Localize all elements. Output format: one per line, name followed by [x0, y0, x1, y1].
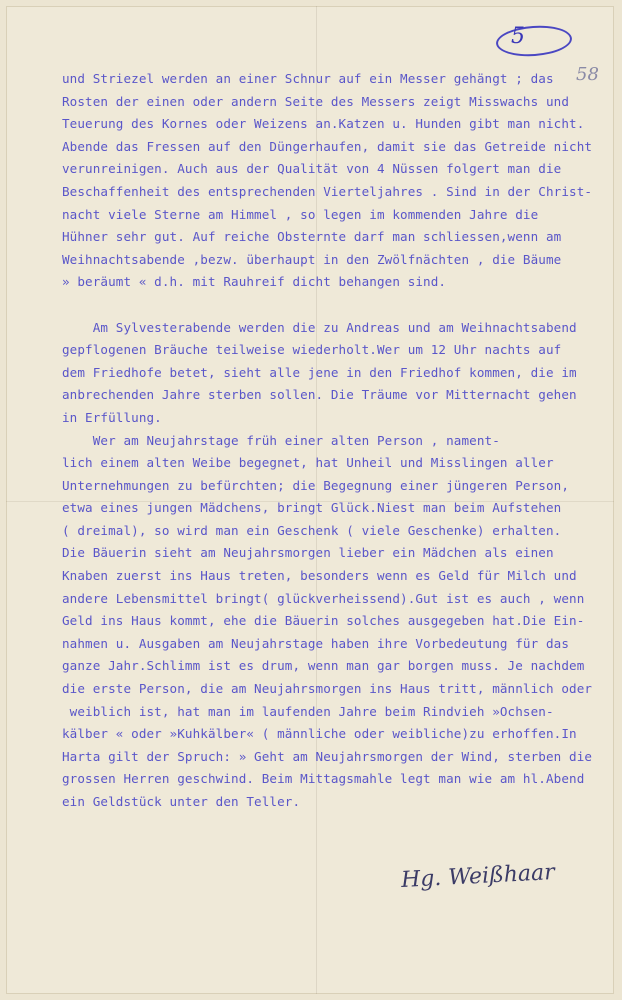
text-line: andere Lebensmittel bringt( glückverheissend).Gut ist es auch , wenn [62, 590, 585, 606]
text-line: verunreinigen. Auch aus der Qualität von 4 Nüssen folgert man die [62, 161, 562, 177]
text-line: etwa eines jungen Mädchens, bringt Glück.Niest man beim Aufstehen [62, 500, 562, 516]
text-line: kälber « oder »Kuhkälber« ( männliche oder weibliche)zu erhoffen.In [62, 726, 577, 742]
page-number-circle [495, 23, 573, 58]
text-line: ganze Jahr.Schlimm ist es drum, wenn man gar borgen muss. Je nachdem [62, 658, 585, 674]
text-line: gepflogenen Bräuche teilweise wiederholt.Wer um 12 Uhr nachts auf [62, 342, 562, 358]
handwritten-signature: Hg. Weißhaar [400, 859, 556, 894]
text-line: lich einem alten Weibe begegnet, hat Unheil und Misslingen aller [62, 455, 554, 471]
text-line: Geld ins Haus kommt, ehe die Bäuerin solches ausgegeben hat.Die Ein- [62, 613, 585, 629]
text-line: Teuerung des Kornes oder Weizens an.Katzen u. Hunden gibt man nicht. [62, 116, 585, 132]
text-line: in Erfüllung. [62, 409, 162, 425]
folio-number: 58 [576, 64, 599, 85]
text-line: Rosten der einen oder andern Seite des Messers zeigt Misswachs und [62, 93, 570, 109]
text-line [62, 294, 602, 317]
text-line: ein Geldstück unter den Teller. [62, 794, 301, 809]
text-line: Wer am Neujahrstage früh einer alten Person , nament- [62, 432, 500, 448]
text-line: Am Sylvesterabende werden die zu Andreas und am Weihnachtsabend [62, 319, 577, 335]
text-line: Harta gilt der Spruch: » Geht am Neujahrsmorgen der Wind, sterben die [62, 748, 593, 764]
text-line: anbrechenden Jahre sterben sollen. Die Träume vor Mitternacht gehen [62, 387, 577, 403]
text-line: Die Bäuerin sieht am Neujahrsmorgen lieber ein Mädchen als einen [62, 545, 554, 561]
text-line: nahmen u. Ausgaben am Neujahrstage haben ihre Vorbedeutung für das [62, 635, 570, 651]
page-number: 5 [511, 24, 525, 49]
text-line: Unternehmungen zu befürchten; die Begegnung einer jüngeren Person, [62, 477, 570, 493]
document-page [6, 6, 614, 994]
text-line: grossen Herren geschwind. Beim Mittagsmahle legt man wie am hl.Abend [62, 771, 585, 787]
text-line: Knaben zuerst ins Haus treten, besonders wenn es Geld für Milch und [62, 568, 577, 584]
text-line: Abende das Fressen auf den Düngerhaufen, damit sie das Getreide nicht [62, 138, 593, 154]
text-line: nacht viele Sterne am Himmel , so legen im kommenden Jahre die [62, 206, 539, 222]
text-line: Hühner sehr gut. Auf reiche Obsternte darf man schliessen,wenn am [62, 229, 562, 245]
text-line: weiblich ist, hat man im laufenden Jahre beim Rindvieh »Ochsen- [62, 703, 554, 719]
text-line: ( dreimal), so wird man ein Geschenk ( viele Geschenke) erhalten. [62, 522, 562, 538]
text-line: und Striezel werden an einer Schnur auf ein Messer gehängt ; das [62, 71, 554, 86]
typed-text-body [62, 68, 602, 814]
text-line: die erste Person, die am Neujahrsmorgen ins Haus tritt, männlich oder [62, 681, 593, 697]
text-line: dem Friedhofe betet, sieht alle jene in den Friedhof kommen, die im [62, 364, 577, 380]
text-line: » beräumt « d.h. mit Rauhreif dicht behangen sind. [62, 274, 447, 290]
text-line: Beschaffenheit des entsprechenden Vierteljahres . Sind in der Christ- [62, 183, 593, 199]
text-line: Weihnachtsabende ,bezw. überhaupt in den Zwölfnächten , die Bäume [62, 251, 562, 267]
